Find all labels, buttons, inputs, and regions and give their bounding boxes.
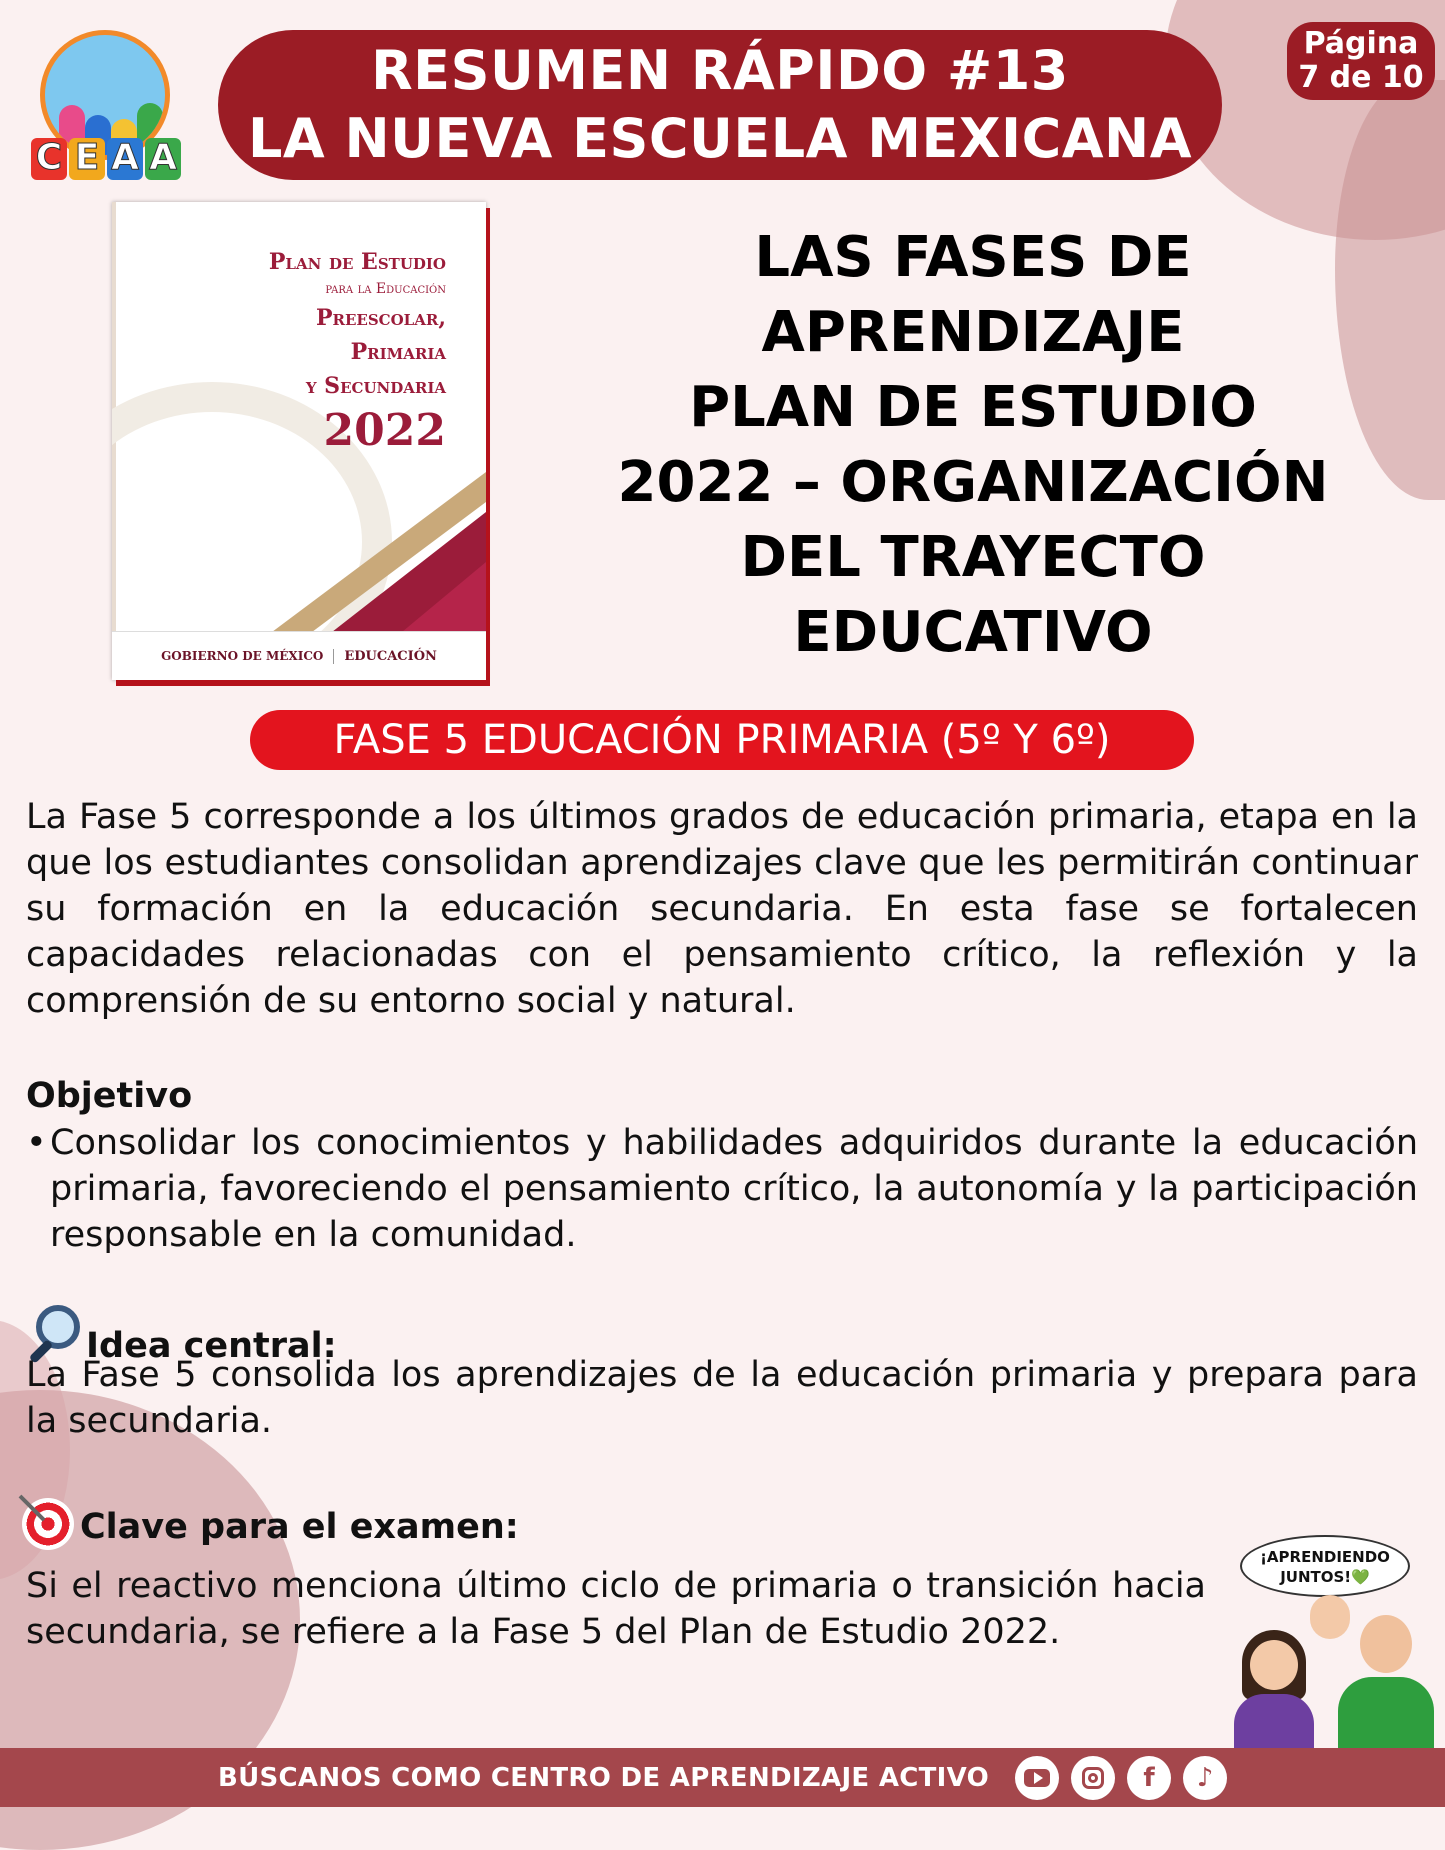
mascot-illustration bbox=[1226, 1535, 1436, 1755]
objetivo-text: Consolidar los conocimientos y habilidades adquiridos durante la educación primaria, favoreciendo el pensamiento crítico, la autonomía y la participación responsable en la comunidad. bbox=[50, 1123, 1418, 1255]
clave-text: Si el reactivo menciona último ciclo de primaria o transición hacia secundaria, se refiere a la Fase 5 del Plan de Estudio 2022. bbox=[26, 1566, 1206, 1652]
logo-letters: C E A A bbox=[26, 138, 186, 180]
facebook-icon[interactable]: f bbox=[1127, 1756, 1171, 1800]
idea-text: La Fase 5 consolida los aprendizajes de la educación primaria y prepara para la secundaria. bbox=[26, 1355, 1418, 1441]
phase-title: FASE 5 EDUCACIÓN PRIMARIA (5º Y 6º) bbox=[250, 710, 1194, 770]
page-indicator bbox=[1287, 22, 1435, 100]
title-line-1: RESUMEN RÁPIDO #13 bbox=[371, 39, 1069, 102]
objetivo-bullet bbox=[26, 1120, 1418, 1258]
bullet-marker: • bbox=[26, 1123, 47, 1163]
speech-bubble: ¡APRENDIENDO JUNTOS!💚 bbox=[1240, 1535, 1410, 1597]
cover-title: Plan de Estudio para la Educación Preescolar, Primaria y Secundaria 2022 bbox=[268, 249, 446, 456]
teacher-woman-figure bbox=[1234, 1630, 1322, 1755]
clave-heading: Clave para el examen: bbox=[20, 1494, 519, 1550]
instagram-icon[interactable] bbox=[1071, 1756, 1115, 1800]
title-banner bbox=[218, 30, 1222, 180]
title-line-2: LA NUEVA ESCUELA MEXICANA bbox=[247, 107, 1193, 170]
footer-text: BÚSCANOS COMO CENTRO DE APRENDIZAJE ACTIVO bbox=[217, 1762, 990, 1793]
cover-footer: GOBIERNO DE MÉXICO EDUCACIÓN bbox=[112, 631, 486, 680]
intro-paragraph: La Fase 5 corresponde a los últimos grados de educación primaria, etapa en la que los estudiantes consolidan aprendizajes clave que les permitirán continuar su formación en la educación secundaria. En esta fase se fortalecen capacidades relacionadas con el pensamiento crítico, la reflexión y la comprensión de su entorno social y natural. bbox=[26, 797, 1418, 1021]
footer-bar bbox=[0, 1748, 1445, 1807]
teacher-man-figure bbox=[1338, 1615, 1434, 1755]
main-heading: LAS FASES DE APRENDIZAJE PLAN DE ESTUDIO 2022 – ORGANIZACIÓN DEL TRAYECTO EDUCATIVO bbox=[617, 225, 1329, 665]
objetivo-heading: Objetivo bbox=[26, 1076, 193, 1116]
page-label: Página bbox=[1303, 26, 1419, 61]
target-icon bbox=[20, 1494, 76, 1550]
page-count: 7 de 10 bbox=[1298, 60, 1424, 95]
ceaa-logo bbox=[26, 30, 186, 180]
book-cover bbox=[112, 202, 486, 680]
tiktok-icon[interactable]: ♪ bbox=[1183, 1756, 1227, 1800]
youtube-icon[interactable] bbox=[1015, 1756, 1059, 1800]
idea-heading: Idea central: bbox=[22, 1305, 337, 1369]
